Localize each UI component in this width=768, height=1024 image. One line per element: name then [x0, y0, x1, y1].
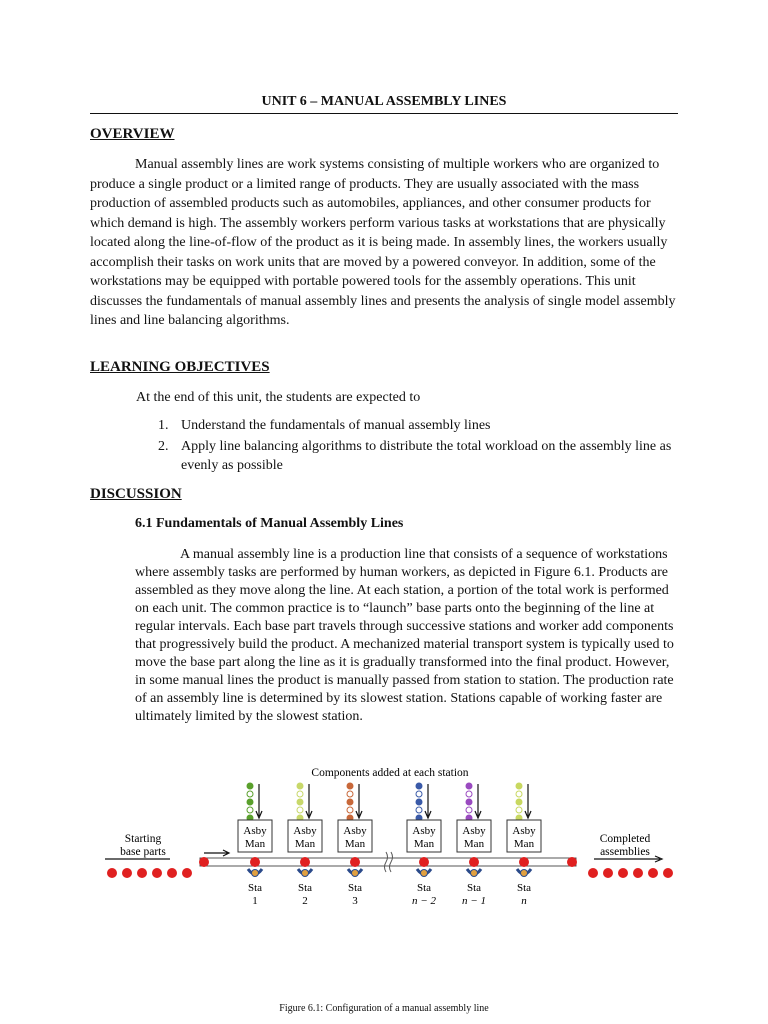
worker-head [302, 870, 309, 877]
component-dot [247, 799, 253, 805]
worker-box-label: Asby [412, 825, 436, 837]
starting-part [122, 868, 132, 878]
worker-head [352, 870, 359, 877]
component-arrow [356, 784, 362, 818]
component-arrow [256, 784, 262, 818]
completed-part [648, 868, 658, 878]
component-dot [416, 807, 422, 813]
figure-right-label-line: assemblies [600, 846, 650, 858]
objectives-heading: LEARNING OBJECTIVES [90, 359, 270, 375]
assembly-line-figure [100, 760, 690, 920]
component-dot [297, 791, 303, 797]
completed-part [618, 868, 628, 878]
component-dot [416, 799, 422, 805]
starting-part [167, 868, 177, 878]
discussion-paragraph: A manual assembly line is a production line that consists of a sequence of workstations where assembly tasks are performed by human workers, as depicted in Figure 6.1. Products are assembled as they move along the line. At each station, a portion of the total work is performed on each unit. The common practice is to “launch” base parts onto the beginning of the line at regular intervals. Each base part travels through successive stations and worker add components that progressively build the product. A mechanized material transport system is typically used to move the base part along the line as it is gradually transformed into the final product. However, in some manual lines the product is manually passed from station to station. The production rate of an assembly line is determined by its slowest station. Stations capable of working faster are ultimately limited by the slowest station. [135, 547, 674, 724]
station-number: n − 1 [462, 895, 486, 907]
list-item [136, 437, 678, 476]
objectives-intro: At the end of this unit, the students are expected to [136, 390, 421, 405]
component-arrow [306, 784, 312, 818]
component-dot [247, 791, 253, 797]
component-arrow [425, 784, 431, 818]
completed-part [588, 868, 598, 878]
worker-box-label: Asby [512, 825, 536, 837]
worker-box-label: Man [413, 838, 435, 850]
worker-box-label: Man [294, 838, 316, 850]
starting-part [137, 868, 147, 878]
station-label: Sta [297, 882, 313, 894]
worker-box-label: Man [463, 838, 485, 850]
starting-part [152, 868, 162, 878]
station-label: Sta [516, 882, 532, 894]
station-number: 2 [302, 895, 308, 907]
worker-box-label: Asby [343, 825, 367, 837]
completed-part [663, 868, 673, 878]
component-dot [347, 783, 353, 789]
station-label: Sta [247, 882, 263, 894]
base-part [567, 857, 577, 867]
work-part [469, 857, 479, 867]
work-part [419, 857, 429, 867]
work-part [350, 857, 360, 867]
worker-head [421, 870, 428, 877]
component-dot [466, 807, 472, 813]
figure-left-label [120, 833, 166, 858]
component-dot [297, 783, 303, 789]
list-number: 1. [158, 418, 169, 433]
component-dot [516, 807, 522, 813]
section-subheading: 6.1 Fundamentals of Manual Assembly Lines [135, 516, 404, 531]
station-number: 1 [252, 895, 258, 907]
component-dot [466, 791, 472, 797]
station-number: 3 [352, 895, 358, 907]
starting-part [182, 868, 192, 878]
worker-head [252, 870, 259, 877]
component-dot [516, 791, 522, 797]
component-dot [466, 799, 472, 805]
feed-arrow [204, 850, 229, 856]
component-dot [516, 799, 522, 805]
worker-box-label: Man [513, 838, 535, 850]
worker-head [521, 870, 528, 877]
component-arrow [475, 784, 481, 818]
completed-part [603, 868, 613, 878]
objectives-list [136, 416, 678, 477]
figure-left-label-line: base parts [120, 846, 166, 858]
station-label: Sta [466, 882, 482, 894]
component-dot [347, 807, 353, 813]
component-dot [466, 783, 472, 789]
component-dot [347, 799, 353, 805]
component-dot [347, 791, 353, 797]
title-rule [90, 113, 678, 114]
work-part [250, 857, 260, 867]
discussion-heading: DISCUSSION [90, 486, 182, 502]
component-dot [297, 799, 303, 805]
worker-box-label: Asby [462, 825, 486, 837]
component-dot [297, 807, 303, 813]
component-arrow [525, 784, 531, 818]
list-number: 2. [158, 438, 169, 454]
station-label: Sta [347, 882, 363, 894]
figure-left-label-line: Starting [124, 833, 162, 845]
work-part [519, 857, 529, 867]
worker-box-label: Man [344, 838, 366, 850]
work-part [300, 857, 310, 867]
component-dot [247, 807, 253, 813]
overview-heading: OVERVIEW [90, 126, 175, 142]
worker-box-label: Asby [293, 825, 317, 837]
list-text: Understand the fundamentals of manual assembly lines [181, 418, 491, 433]
component-dot [416, 791, 422, 797]
worker-box-label: Asby [243, 825, 267, 837]
overview-paragraph: Manual assembly lines are work systems consisting of multiple workers who are organized to produce a single product or a limited range of products. They are usually associated with the mass production of assembled products such as automobiles, appliances, and other consumer products for which demand is high. The assembly workers perform various tasks at workstations that are physically located along the line-of-flow of the product as it is being made. In assembly lines, the workers usually accomplish their tasks on work units that are moved by a powered conveyor. In addition, some of the workstations may be equipped with portable powered tools for the assembly operations. This unit discusses the fundamentals of manual assembly lines and presents the analysis of single model assembly lines and line balancing algorithms. [90, 157, 676, 328]
completed-part [633, 868, 643, 878]
station-label: Sta [416, 882, 432, 894]
figure-top-label: Components added at each station [311, 767, 469, 779]
base-part [199, 857, 209, 867]
figure-right-label [600, 833, 651, 858]
station-number: n − 2 [412, 895, 436, 907]
component-dot [416, 783, 422, 789]
list-item [136, 416, 678, 436]
component-dot [247, 783, 253, 789]
figure-right-label-line: Completed [599, 833, 651, 845]
figure-caption: Figure 6.1: Configuration of a manual assembly line [279, 1003, 489, 1014]
worker-box-label: Man [244, 838, 266, 850]
page-title: UNIT 6 – MANUAL ASSEMBLY LINES [261, 94, 507, 109]
list-text: Apply line balancing algorithms to distribute the total workload on the assembly line as evenly as possible [181, 438, 672, 473]
station-number: n [521, 895, 527, 907]
starting-part [107, 868, 117, 878]
component-dot [516, 783, 522, 789]
worker-head [471, 870, 478, 877]
